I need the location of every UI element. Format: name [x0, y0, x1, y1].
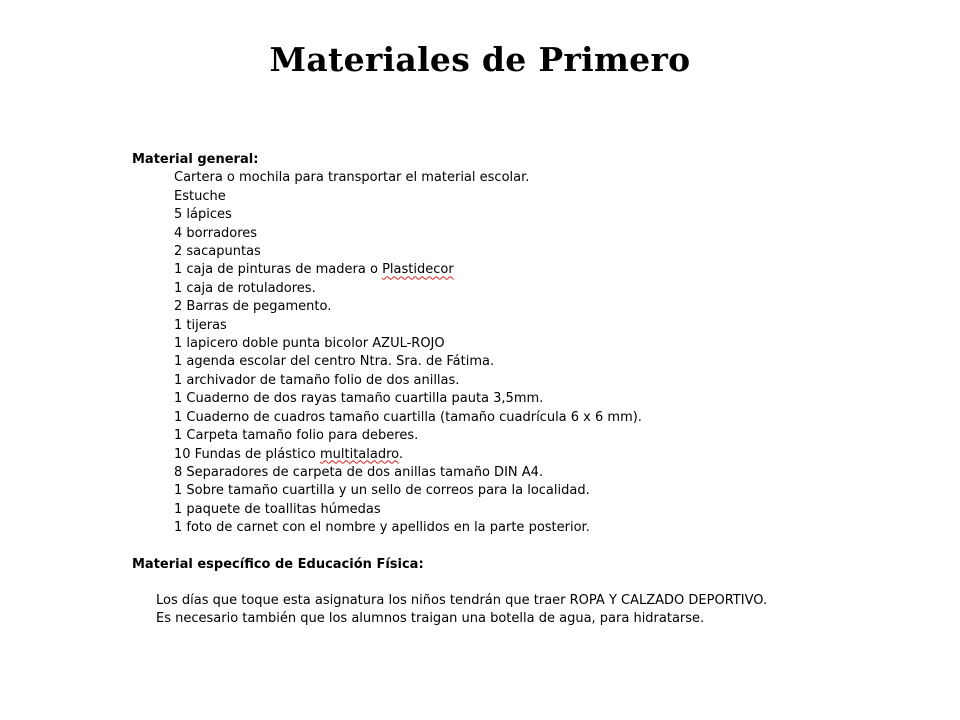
materials-document	[132, 151, 772, 629]
spellcheck-flagged-word: multitaladro	[319, 446, 399, 462]
material-item-text: 4 borradores	[174, 225, 258, 241]
material-item-text: 1 Cuaderno de dos rayas tamaño cuartilla pauta 3,5mm.	[174, 391, 544, 407]
material-item-punctuation: .	[398, 446, 404, 462]
material-list-item	[174, 390, 772, 408]
material-list-item	[174, 353, 772, 371]
material-item-text: 2 Barras de pegamento.	[174, 299, 332, 315]
material-item-text: Estuche	[174, 188, 226, 204]
material-list-item	[174, 464, 772, 482]
pe-paragraph-water: Es necesario también que los alumnos traigan una botella de agua, para hidratarse.	[156, 611, 705, 627]
material-list-item	[174, 427, 772, 445]
pe-paragraph-clothing: Los días que toque esta asignatura los niños tendrán que traer ROPA Y CALZADO DEPORTIVO.	[156, 592, 768, 608]
material-list-item	[174, 298, 772, 316]
material-item-text: Cartera o mochila para transportar el material escolar.	[174, 170, 530, 186]
spellcheck-flagged-word: Plastidecor	[382, 262, 454, 278]
pe-materials-heading: Material específico de Educación Física:	[132, 556, 424, 572]
material-item-text: 1 tijeras	[174, 317, 227, 333]
material-item-text: 1 caja de pinturas de madera o	[174, 262, 383, 278]
material-item-text: 8 Separadores de carpeta de dos anillas tamaño DIN A4.	[174, 464, 544, 480]
material-item-text: 1 Sobre tamaño cuartilla y un sello de correos para la localidad.	[174, 483, 590, 499]
material-item-text: 10 Fundas de plástico	[174, 446, 320, 462]
slide-title: Materiales de Primero	[269, 40, 691, 79]
material-list-item	[174, 409, 772, 427]
material-item-text: 1 Carpeta tamaño folio para deberes.	[174, 428, 419, 444]
material-item-text: 1 archivador de tamaño folio de dos anillas.	[174, 372, 460, 388]
material-list-item	[174, 501, 772, 519]
material-list-item	[174, 317, 772, 335]
material-list-item	[174, 243, 772, 261]
material-list-item	[174, 225, 772, 243]
material-item-text: 1 agenda escolar del centro Ntra. Sra. de Fátima.	[174, 354, 495, 370]
material-item-text: 1 Cuaderno de cuadros tamaño cuartilla (tamaño cuadrícula 6 x 6 mm).	[174, 409, 642, 425]
material-item-text: 1 caja de rotuladores.	[174, 280, 316, 296]
material-list-item	[174, 372, 772, 390]
material-list-item	[174, 261, 772, 279]
material-list-item	[174, 335, 772, 353]
material-list-item	[174, 188, 772, 206]
general-materials-heading: Material general:	[132, 152, 259, 167]
general-materials-list	[132, 169, 772, 537]
material-item-text: 5 lápices	[174, 207, 232, 223]
material-list-item	[174, 482, 772, 500]
material-list-item	[174, 519, 772, 537]
material-list-item	[174, 206, 772, 224]
material-list-item	[174, 169, 772, 187]
material-item-text: 1 foto de carnet con el nombre y apellidos en la parte posterior.	[174, 520, 590, 536]
material-item-text: 1 lapicero doble punta bicolor AZUL-ROJO	[174, 336, 445, 352]
material-item-text: 2 sacapuntas	[174, 244, 261, 260]
material-list-item	[174, 280, 772, 298]
material-item-text: 1 paquete de toallitas húmedas	[174, 501, 381, 517]
material-list-item	[174, 446, 772, 464]
